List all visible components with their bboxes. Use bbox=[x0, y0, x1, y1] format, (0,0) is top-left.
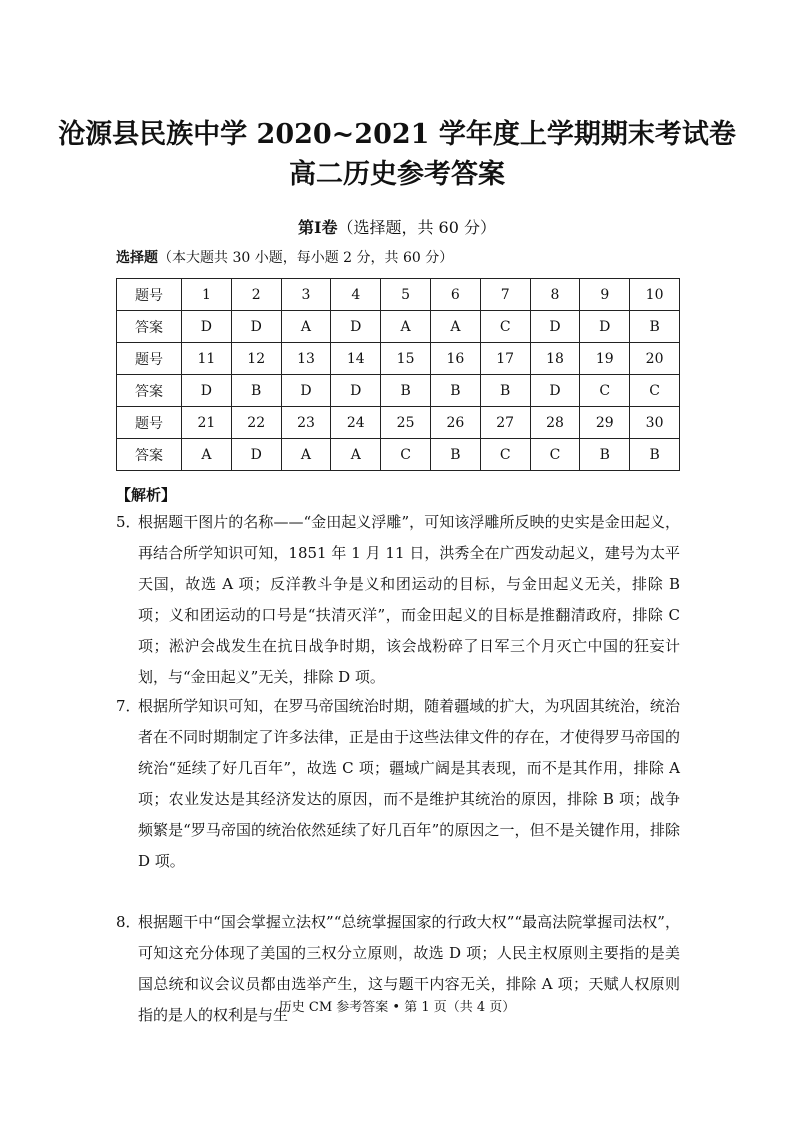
answer-cell: C bbox=[480, 311, 530, 343]
question-number-row bbox=[117, 279, 680, 311]
question-number-cell: 30 bbox=[630, 407, 680, 439]
question-number-cell: 12 bbox=[231, 343, 281, 375]
part-subtitle: （选择题，共 60 分） bbox=[337, 218, 497, 237]
answer-table bbox=[116, 278, 680, 471]
question-number-cell: 18 bbox=[530, 343, 580, 375]
question-number-cell: 2 bbox=[231, 279, 281, 311]
analysis-heading: 【解析】 bbox=[116, 486, 177, 504]
part-heading bbox=[0, 215, 794, 238]
question-number-cell: 7 bbox=[480, 279, 530, 311]
question-number-cell: 23 bbox=[281, 407, 331, 439]
analysis-item-text: 根据题干图片的名称——“金田起义浮雕”，可知该浮雕所反映的史实是金田起义，再结合所学知识可知，1851 年 1 月 11 日，洪秀全在广西发动起义，建号为太平天国，故选 A 项；反洋教斗争是义和团运动的目标，与金田起义无关，排除 B 项；义和团运动的口号是“扶清灭洋”，而金田起义的目标是推翻清政府，排除 C 项；淞沪会战发生在抗日战争时期，该会战粉碎了日军三个月灭亡中国的狂妄计划，与“金田起义”无关，排除 D 项。 bbox=[138, 513, 680, 686]
answer-cell: A bbox=[281, 439, 331, 471]
question-number-cell: 20 bbox=[630, 343, 680, 375]
answer-cell: A bbox=[331, 439, 381, 471]
question-number-cell: 10 bbox=[630, 279, 680, 311]
question-number-cell: 29 bbox=[580, 407, 630, 439]
answer-cell: D bbox=[182, 311, 232, 343]
answer-cell: C bbox=[580, 375, 630, 407]
question-number-row bbox=[117, 407, 680, 439]
question-number-cell: 13 bbox=[281, 343, 331, 375]
analysis-item-number: 5． bbox=[116, 513, 141, 531]
question-number-cell: 14 bbox=[331, 343, 381, 375]
section-desc: （本大题共 30 小题，每小题 2 分，共 60 分） bbox=[158, 250, 454, 266]
question-number-cell: 16 bbox=[430, 343, 480, 375]
analysis-item-text: 根据所学知识可知，在罗马帝国统治时期，随着疆域的扩大，为巩固其统治，统治者在不同时期制定了许多法律，正是由于这些法律文件的存在，才使得罗马帝国的统治“延续了好几百年”，故选 C 项；疆域广阔是其表现，而不是其作用，排除 A 项；农业发达是其经济发达的原因，而不是维护其统治的原因，排除 B 项；战争频繁是“罗马帝国的统治依然延续了好几百年”的原因之一，但不是关键作用，排除 D 项。 bbox=[138, 697, 680, 870]
answer-cell: A bbox=[281, 311, 331, 343]
question-number-cell: 6 bbox=[430, 279, 480, 311]
answer-cell: C bbox=[480, 439, 530, 471]
row-label: 题号 bbox=[117, 407, 182, 439]
question-number-cell: 15 bbox=[381, 343, 431, 375]
answer-cell: C bbox=[630, 375, 680, 407]
question-number-cell: 22 bbox=[231, 407, 281, 439]
answer-cell: D bbox=[331, 311, 381, 343]
answer-cell: B bbox=[430, 439, 480, 471]
row-label: 答案 bbox=[117, 439, 182, 471]
question-number-cell: 17 bbox=[480, 343, 530, 375]
answer-cell: D bbox=[530, 311, 580, 343]
section-title: 选择题 bbox=[116, 250, 158, 266]
question-number-row bbox=[117, 343, 680, 375]
answer-cell: C bbox=[381, 439, 431, 471]
answer-cell: B bbox=[630, 439, 680, 471]
question-number-cell: 8 bbox=[530, 279, 580, 311]
answer-cell: D bbox=[281, 375, 331, 407]
answer-cell: D bbox=[182, 375, 232, 407]
answer-cell: D bbox=[231, 311, 281, 343]
question-number-cell: 26 bbox=[430, 407, 480, 439]
answer-cell: B bbox=[381, 375, 431, 407]
answer-cell: D bbox=[231, 439, 281, 471]
answer-cell: B bbox=[480, 375, 530, 407]
analysis-item-number: 7． bbox=[116, 697, 141, 715]
answer-cell: D bbox=[530, 375, 580, 407]
analysis-item-number: 8． bbox=[116, 913, 141, 931]
answer-row bbox=[117, 439, 680, 471]
answer-key-title: 高二历史参考答案 bbox=[289, 159, 505, 190]
question-number-cell: 9 bbox=[580, 279, 630, 311]
row-label: 题号 bbox=[117, 279, 182, 311]
analysis-item-5 bbox=[116, 507, 680, 693]
answer-row bbox=[117, 311, 680, 343]
question-number-cell: 24 bbox=[331, 407, 381, 439]
section-heading bbox=[116, 247, 453, 267]
question-number-cell: 5 bbox=[381, 279, 431, 311]
answer-cell: A bbox=[182, 439, 232, 471]
question-number-cell: 28 bbox=[530, 407, 580, 439]
answer-cell: B bbox=[630, 311, 680, 343]
answer-cell: B bbox=[580, 439, 630, 471]
row-label: 答案 bbox=[117, 311, 182, 343]
question-number-cell: 19 bbox=[580, 343, 630, 375]
exam-title: 沧源县民族中学 2020~2021 学年度上学期期末考试卷 bbox=[58, 119, 736, 150]
question-number-cell: 25 bbox=[381, 407, 431, 439]
answer-cell: B bbox=[231, 375, 281, 407]
question-number-cell: 4 bbox=[331, 279, 381, 311]
answer-cell: A bbox=[430, 311, 480, 343]
row-label: 答案 bbox=[117, 375, 182, 407]
part-title: 第Ⅰ卷 bbox=[297, 218, 338, 237]
answer-row bbox=[117, 375, 680, 407]
row-label: 题号 bbox=[117, 343, 182, 375]
answer-cell: C bbox=[530, 439, 580, 471]
question-number-cell: 11 bbox=[182, 343, 232, 375]
analysis-item-text: 根据题干中“国会掌握立法权”“总统掌握国家的行政大权”“最高法院掌握司法权”，可知这充分体现了美国的三权分立原则，故选 D 项；人民主权原则主要指的是美国总统和议会议员都由选举产生，这与题干内容无关，排除 A 项；天赋人权原则指的是人的权利是与生 bbox=[138, 913, 680, 1024]
question-number-cell: 27 bbox=[480, 407, 530, 439]
analysis-item-7 bbox=[116, 691, 680, 877]
answer-cell: D bbox=[331, 375, 381, 407]
answer-cell: A bbox=[381, 311, 431, 343]
question-number-cell: 3 bbox=[281, 279, 331, 311]
page-footer: 历史 CM 参考答案 • 第 1 页（共 4 页） bbox=[278, 1000, 516, 1015]
answer-cell: D bbox=[580, 311, 630, 343]
question-number-cell: 21 bbox=[182, 407, 232, 439]
answer-cell: B bbox=[430, 375, 480, 407]
question-number-cell: 1 bbox=[182, 279, 232, 311]
